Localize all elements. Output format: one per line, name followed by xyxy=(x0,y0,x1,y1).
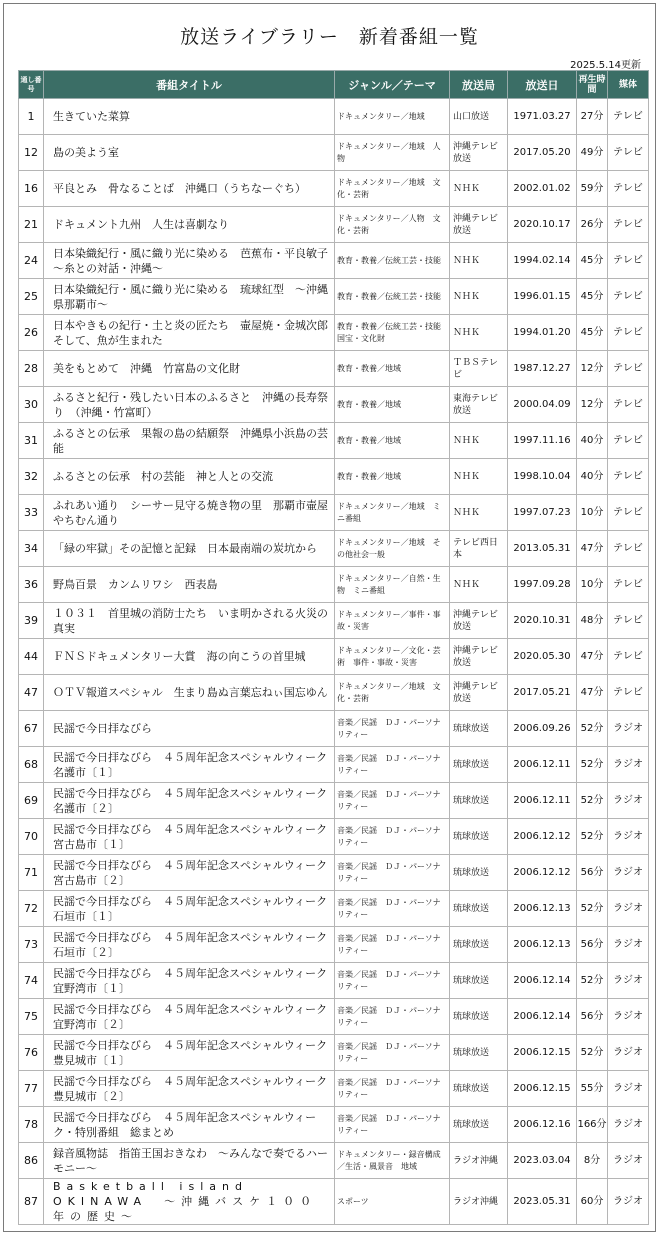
program-number: 76 xyxy=(19,1035,44,1071)
table-row xyxy=(19,99,649,135)
program-media: テレビ xyxy=(608,495,649,531)
program-genre: 音楽／民謡 ＤＪ・パーソナリティー xyxy=(335,747,450,783)
program-number: 87 xyxy=(19,1179,44,1225)
program-duration: 52分 xyxy=(577,891,608,927)
program-station: ラジオ沖縄 xyxy=(450,1179,508,1225)
program-duration: 40分 xyxy=(577,423,608,459)
program-duration: 56分 xyxy=(577,855,608,891)
program-station: ＮＨＫ xyxy=(450,423,508,459)
program-genre: 音楽／民謡 ＤＪ・パーソナリティー xyxy=(335,963,450,999)
program-station: ＮＨＫ xyxy=(450,243,508,279)
program-genre: 音楽／民謡 ＤＪ・パーソナリティー xyxy=(335,999,450,1035)
table-row xyxy=(19,783,649,819)
program-number: 68 xyxy=(19,747,44,783)
program-duration: 52分 xyxy=(577,1035,608,1071)
program-media: ラジオ xyxy=(608,1035,649,1071)
program-duration: 10分 xyxy=(577,495,608,531)
program-station: 琉球放送 xyxy=(450,711,508,747)
program-duration: 12分 xyxy=(577,387,608,423)
table-row xyxy=(19,999,649,1035)
program-station: ＮＨＫ xyxy=(450,567,508,603)
program-media: テレビ xyxy=(608,99,649,135)
program-genre: 音楽／民謡 ＤＪ・パーソナリティー xyxy=(335,927,450,963)
program-media: ラジオ xyxy=(608,711,649,747)
table-row xyxy=(19,315,649,351)
program-genre: 音楽／民謡 ＤＪ・パーソナリティー xyxy=(335,1071,450,1107)
program-genre: ドキュメンタリー／地域 人物 xyxy=(335,135,450,171)
program-date: 2017.05.21 xyxy=(508,675,577,711)
table-row xyxy=(19,603,649,639)
header-no: 通し番号 xyxy=(19,71,44,99)
table-row xyxy=(19,207,649,243)
program-genre: 教育・教養／伝統工芸・技能 xyxy=(335,279,450,315)
program-number: 32 xyxy=(19,459,44,495)
program-duration: 45分 xyxy=(577,243,608,279)
table-row xyxy=(19,243,649,279)
program-table xyxy=(18,70,649,1225)
program-title: Basketball island OKINAWA ～沖縄バスケ１００年の歴史～ xyxy=(44,1179,335,1225)
program-genre: 音楽／民謡 ＤＪ・パーソナリティー xyxy=(335,711,450,747)
program-number: 74 xyxy=(19,963,44,999)
program-title: 日本染織紀行・風に織り光に染める 芭蕉布・平良敏子 ～糸との対話・沖縄～ xyxy=(44,243,335,279)
program-title: 録音風物誌 指笛王国おきなわ ～みんなで奏でるハーモニー～ xyxy=(44,1143,335,1179)
program-duration: 56分 xyxy=(577,927,608,963)
table-row xyxy=(19,171,649,207)
table-row xyxy=(19,135,649,171)
program-genre: 音楽／民謡 ＤＪ・パーソナリティー xyxy=(335,1107,450,1143)
program-station: テレビ西日本 xyxy=(450,531,508,567)
program-media: テレビ xyxy=(608,423,649,459)
program-genre: 教育・教養／伝統工芸・技能 国宝・文化財 xyxy=(335,315,450,351)
program-date: 1971.03.27 xyxy=(508,99,577,135)
program-media: ラジオ xyxy=(608,999,649,1035)
program-date: 2006.09.26 xyxy=(508,711,577,747)
program-station: ラジオ沖縄 xyxy=(450,1143,508,1179)
program-number: 21 xyxy=(19,207,44,243)
program-station: 琉球放送 xyxy=(450,1035,508,1071)
program-station: 山口放送 xyxy=(450,99,508,135)
program-number: 86 xyxy=(19,1143,44,1179)
program-number: 78 xyxy=(19,1107,44,1143)
program-duration: 52分 xyxy=(577,711,608,747)
program-title: 民謡で今日拝なびら ４５周年記念スペシャルウィーク・特別番組 総まとめ xyxy=(44,1107,335,1143)
program-number: 69 xyxy=(19,783,44,819)
program-station: 琉球放送 xyxy=(450,1107,508,1143)
program-duration: 60分 xyxy=(577,1179,608,1225)
program-title: ＯＴＶ報道スペシャル 生まり島ぬ言葉忘ねぃ国忘ゆん xyxy=(44,675,335,711)
table-row xyxy=(19,1107,649,1143)
program-media: テレビ xyxy=(608,279,649,315)
program-title: 民謡で今日拝なびら ４５周年記念スペシャルウィーク 石垣市〔１〕 xyxy=(44,891,335,927)
updated-date: 2025.5.14更新 xyxy=(570,60,641,71)
program-station: 琉球放送 xyxy=(450,891,508,927)
program-genre: ドキュメンタリー／自然・生物 ミニ番組 xyxy=(335,567,450,603)
program-genre: 音楽／民謡 ＤＪ・パーソナリティー xyxy=(335,855,450,891)
program-media: ラジオ xyxy=(608,1143,649,1179)
table-row xyxy=(19,927,649,963)
program-duration: 45分 xyxy=(577,279,608,315)
program-title: 民謡で今日拝なびら ４５周年記念スペシャルウィーク 石垣市〔２〕 xyxy=(44,927,335,963)
program-media: テレビ xyxy=(608,459,649,495)
program-title: 野鳥百景 カンムリワシ 西表島 xyxy=(44,567,335,603)
table-row xyxy=(19,387,649,423)
program-genre: 音楽／民謡 ＤＪ・パーソナリティー xyxy=(335,819,450,855)
program-station: 沖縄テレビ放送 xyxy=(450,135,508,171)
program-title: ふるさとの伝承 村の芸能 神と人との交流 xyxy=(44,459,335,495)
program-duration: 52分 xyxy=(577,783,608,819)
program-date: 2000.04.09 xyxy=(508,387,577,423)
program-date: 2023.03.04 xyxy=(508,1143,577,1179)
program-duration: 27分 xyxy=(577,99,608,135)
program-title: ＦＮＳドキュメンタリー大賞 海の向こうの首里城 xyxy=(44,639,335,675)
program-title: 平良とみ 骨なることば 沖縄口（うちなーぐち） xyxy=(44,171,335,207)
program-station: ＮＨＫ xyxy=(450,315,508,351)
program-date: 1994.02.14 xyxy=(508,243,577,279)
program-date: 2020.10.31 xyxy=(508,603,577,639)
program-number: 16 xyxy=(19,171,44,207)
program-title: 「緑の牢獄」その記憶と記録 日本最南端の炭坑から xyxy=(44,531,335,567)
program-date: 1998.10.04 xyxy=(508,459,577,495)
program-title: 美をもとめて 沖縄 竹富島の文化財 xyxy=(44,351,335,387)
header-station: 放送局 xyxy=(450,71,508,99)
program-number: 34 xyxy=(19,531,44,567)
program-duration: 10分 xyxy=(577,567,608,603)
program-date: 2006.12.16 xyxy=(508,1107,577,1143)
table-row xyxy=(19,855,649,891)
program-title: 生きていた菜算 xyxy=(44,99,335,135)
program-media: テレビ xyxy=(608,639,649,675)
table-row xyxy=(19,459,649,495)
program-number: 77 xyxy=(19,1071,44,1107)
program-date: 1987.12.27 xyxy=(508,351,577,387)
program-duration: 40分 xyxy=(577,459,608,495)
program-station: 琉球放送 xyxy=(450,819,508,855)
program-media: テレビ xyxy=(608,135,649,171)
table-row xyxy=(19,819,649,855)
program-station: 沖縄テレビ放送 xyxy=(450,207,508,243)
program-title: 日本やきもの紀行・土と炎の匠たち 壷屋焼・金城次郎 そして、魚が生まれた xyxy=(44,315,335,351)
program-duration: 47分 xyxy=(577,675,608,711)
program-date: 2020.05.30 xyxy=(508,639,577,675)
program-genre: 音楽／民謡 ＤＪ・パーソナリティー xyxy=(335,1035,450,1071)
program-number: 39 xyxy=(19,603,44,639)
program-number: 1 xyxy=(19,99,44,135)
program-media: ラジオ xyxy=(608,783,649,819)
header-duration: 再生時間 xyxy=(577,71,608,99)
program-number: 31 xyxy=(19,423,44,459)
program-media: テレビ xyxy=(608,315,649,351)
program-date: 1996.01.15 xyxy=(508,279,577,315)
program-number: 70 xyxy=(19,819,44,855)
program-date: 2002.01.02 xyxy=(508,171,577,207)
program-date: 2006.12.15 xyxy=(508,1035,577,1071)
table-row xyxy=(19,963,649,999)
program-number: 30 xyxy=(19,387,44,423)
program-title: 民謡で今日拝なびら ４５周年記念スペシャルウィーク 豊見城市〔２〕 xyxy=(44,1071,335,1107)
program-number: 24 xyxy=(19,243,44,279)
table-row xyxy=(19,351,649,387)
program-media: ラジオ xyxy=(608,855,649,891)
program-number: 73 xyxy=(19,927,44,963)
program-media: テレビ xyxy=(608,675,649,711)
program-date: 2006.12.13 xyxy=(508,891,577,927)
program-media: ラジオ xyxy=(608,1179,649,1225)
program-media: テレビ xyxy=(608,207,649,243)
program-genre: ドキュメンタリー／地域 ミニ番組 xyxy=(335,495,450,531)
table-row xyxy=(19,747,649,783)
program-media: ラジオ xyxy=(608,927,649,963)
program-date: 2006.12.14 xyxy=(508,963,577,999)
program-duration: 56分 xyxy=(577,999,608,1035)
program-date: 2006.12.12 xyxy=(508,855,577,891)
program-media: テレビ xyxy=(608,603,649,639)
program-duration: 12分 xyxy=(577,351,608,387)
program-date: 2006.12.15 xyxy=(508,1071,577,1107)
program-title: １０３１ 首里城の消防士たち いま明かされる火災の真実 xyxy=(44,603,335,639)
program-duration: 47分 xyxy=(577,639,608,675)
program-title: 島の美よう室 xyxy=(44,135,335,171)
program-number: 33 xyxy=(19,495,44,531)
table-row xyxy=(19,711,649,747)
program-genre: ドキュメンタリー／地域 xyxy=(335,99,450,135)
program-station: ＮＨＫ xyxy=(450,279,508,315)
program-date: 2006.12.14 xyxy=(508,999,577,1035)
program-station: 東海テレビ放送 xyxy=(450,387,508,423)
program-duration: 59分 xyxy=(577,171,608,207)
program-number: 72 xyxy=(19,891,44,927)
program-date: 1997.07.23 xyxy=(508,495,577,531)
header-media: 媒体 xyxy=(608,71,649,99)
program-station: 沖縄テレビ放送 xyxy=(450,675,508,711)
table-row xyxy=(19,423,649,459)
program-date: 2013.05.31 xyxy=(508,531,577,567)
program-media: ラジオ xyxy=(608,1107,649,1143)
program-media: ラジオ xyxy=(608,819,649,855)
table-row xyxy=(19,495,649,531)
program-duration: 48分 xyxy=(577,603,608,639)
table-body xyxy=(19,99,649,1225)
header-title: 番組タイトル xyxy=(44,71,335,99)
program-title: 民謡で今日拝なびら xyxy=(44,711,335,747)
program-number: 28 xyxy=(19,351,44,387)
program-date: 1997.11.16 xyxy=(508,423,577,459)
program-title: 民謡で今日拝なびら ４５周年記念スペシャルウィーク 豊見城市〔１〕 xyxy=(44,1035,335,1071)
program-media: ラジオ xyxy=(608,963,649,999)
program-media: ラジオ xyxy=(608,891,649,927)
table-row xyxy=(19,567,649,603)
program-duration: 49分 xyxy=(577,135,608,171)
program-duration: 47分 xyxy=(577,531,608,567)
table-row xyxy=(19,1143,649,1179)
program-date: 2006.12.11 xyxy=(508,747,577,783)
program-genre: 教育・教養／地域 xyxy=(335,387,450,423)
program-number: 67 xyxy=(19,711,44,747)
program-media: ラジオ xyxy=(608,747,649,783)
program-media: テレビ xyxy=(608,171,649,207)
program-duration: 55分 xyxy=(577,1071,608,1107)
program-station: ＮＨＫ xyxy=(450,171,508,207)
program-station: ＮＨＫ xyxy=(450,495,508,531)
table-row xyxy=(19,531,649,567)
program-duration: 166分 xyxy=(577,1107,608,1143)
program-number: 25 xyxy=(19,279,44,315)
program-title: 民謡で今日拝なびら ４５周年記念スペシャルウィーク 名護市〔１〕 xyxy=(44,747,335,783)
program-title: 民謡で今日拝なびら ４５周年記念スペシャルウィーク 宮古島市〔２〕 xyxy=(44,855,335,891)
program-station: ＴＢＳテレビ xyxy=(450,351,508,387)
page-title: 放送ライブラリー 新着番組一覧 xyxy=(180,26,479,48)
program-station: 琉球放送 xyxy=(450,1071,508,1107)
program-station: ＮＨＫ xyxy=(450,459,508,495)
program-genre: ドキュメンタリー／地域 文化・芸術 xyxy=(335,675,450,711)
table-header-row xyxy=(19,71,649,99)
program-date: 2006.12.11 xyxy=(508,783,577,819)
program-title: ふれあい通り シーサー見守る焼き物の里 那覇市壷屋やちむん通り xyxy=(44,495,335,531)
program-genre: 教育・教養／地域 xyxy=(335,351,450,387)
program-station: 沖縄テレビ放送 xyxy=(450,639,508,675)
table-row xyxy=(19,891,649,927)
table-row xyxy=(19,675,649,711)
program-media: テレビ xyxy=(608,387,649,423)
program-genre: 教育・教養／地域 xyxy=(335,423,450,459)
program-date: 2006.12.12 xyxy=(508,819,577,855)
program-station: 沖縄テレビ放送 xyxy=(450,603,508,639)
header-date: 放送日 xyxy=(508,71,577,99)
program-date: 1997.09.28 xyxy=(508,567,577,603)
table-row xyxy=(19,1071,649,1107)
program-station: 琉球放送 xyxy=(450,999,508,1035)
program-media: テレビ xyxy=(608,351,649,387)
program-title: 民謡で今日拝なびら ４５周年記念スペシャルウィーク 宜野湾市〔１〕 xyxy=(44,963,335,999)
program-station: 琉球放送 xyxy=(450,747,508,783)
document-page xyxy=(3,3,656,1232)
program-genre: 教育・教養／地域 xyxy=(335,459,450,495)
header-genre: ジャンル／テーマ xyxy=(335,71,450,99)
program-duration: 8分 xyxy=(577,1143,608,1179)
program-title: 民謡で今日拝なびら ４５周年記念スペシャルウィーク 宜野湾市〔２〕 xyxy=(44,999,335,1035)
program-genre: ドキュメンタリー／事件・事故・災害 xyxy=(335,603,450,639)
program-genre: スポーツ xyxy=(335,1179,450,1225)
program-duration: 52分 xyxy=(577,819,608,855)
program-date: 2006.12.13 xyxy=(508,927,577,963)
table-row xyxy=(19,279,649,315)
program-genre: ドキュメンタリー・録音構成／生活・風景音 地域 xyxy=(335,1143,450,1179)
program-media: テレビ xyxy=(608,531,649,567)
program-number: 47 xyxy=(19,675,44,711)
program-number: 71 xyxy=(19,855,44,891)
program-station: 琉球放送 xyxy=(450,783,508,819)
program-title: 民謡で今日拝なびら ４５周年記念スペシャルウィーク 名護市〔２〕 xyxy=(44,783,335,819)
program-number: 75 xyxy=(19,999,44,1035)
program-number: 36 xyxy=(19,567,44,603)
program-genre: ドキュメンタリー／文化・芸術 事件・事故・災害 xyxy=(335,639,450,675)
program-genre: ドキュメンタリー／地域 文化・芸術 xyxy=(335,171,450,207)
program-date: 2023.05.31 xyxy=(508,1179,577,1225)
program-genre: ドキュメンタリー／人物 文化・芸術 xyxy=(335,207,450,243)
program-date: 1994.01.20 xyxy=(508,315,577,351)
program-date: 2017.05.20 xyxy=(508,135,577,171)
program-duration: 52分 xyxy=(577,963,608,999)
program-genre: 音楽／民謡 ＤＪ・パーソナリティー xyxy=(335,891,450,927)
program-media: テレビ xyxy=(608,567,649,603)
program-number: 44 xyxy=(19,639,44,675)
program-media: ラジオ xyxy=(608,1071,649,1107)
program-station: 琉球放送 xyxy=(450,927,508,963)
program-media: テレビ xyxy=(608,243,649,279)
program-title: ふるさと紀行・残したい日本のふるさと 沖縄の長寿祭り （沖縄・竹富町） xyxy=(44,387,335,423)
program-duration: 26分 xyxy=(577,207,608,243)
table-row xyxy=(19,1035,649,1071)
program-genre: 音楽／民謡 ＤＪ・パーソナリティー xyxy=(335,783,450,819)
program-title: ふるさとの伝承 果報の島の結願祭 沖縄県小浜島の芸能 xyxy=(44,423,335,459)
program-duration: 52分 xyxy=(577,747,608,783)
table-row xyxy=(19,639,649,675)
program-station: 琉球放送 xyxy=(450,963,508,999)
program-genre: ドキュメンタリー／地域 その他社会一般 xyxy=(335,531,450,567)
program-duration: 45分 xyxy=(577,315,608,351)
program-title: 民謡で今日拝なびら ４５周年記念スペシャルウィーク 宮古島市〔１〕 xyxy=(44,819,335,855)
program-title: ドキュメント九州 人生は喜劇なり xyxy=(44,207,335,243)
program-title: 日本染織紀行・風に織り光に染める 琉球紅型 ～沖縄県那覇市～ xyxy=(44,279,335,315)
program-number: 12 xyxy=(19,135,44,171)
program-number: 26 xyxy=(19,315,44,351)
table-row xyxy=(19,1179,649,1225)
program-date: 2020.10.17 xyxy=(508,207,577,243)
program-station: 琉球放送 xyxy=(450,855,508,891)
program-genre: 教育・教養／伝統工芸・技能 xyxy=(335,243,450,279)
